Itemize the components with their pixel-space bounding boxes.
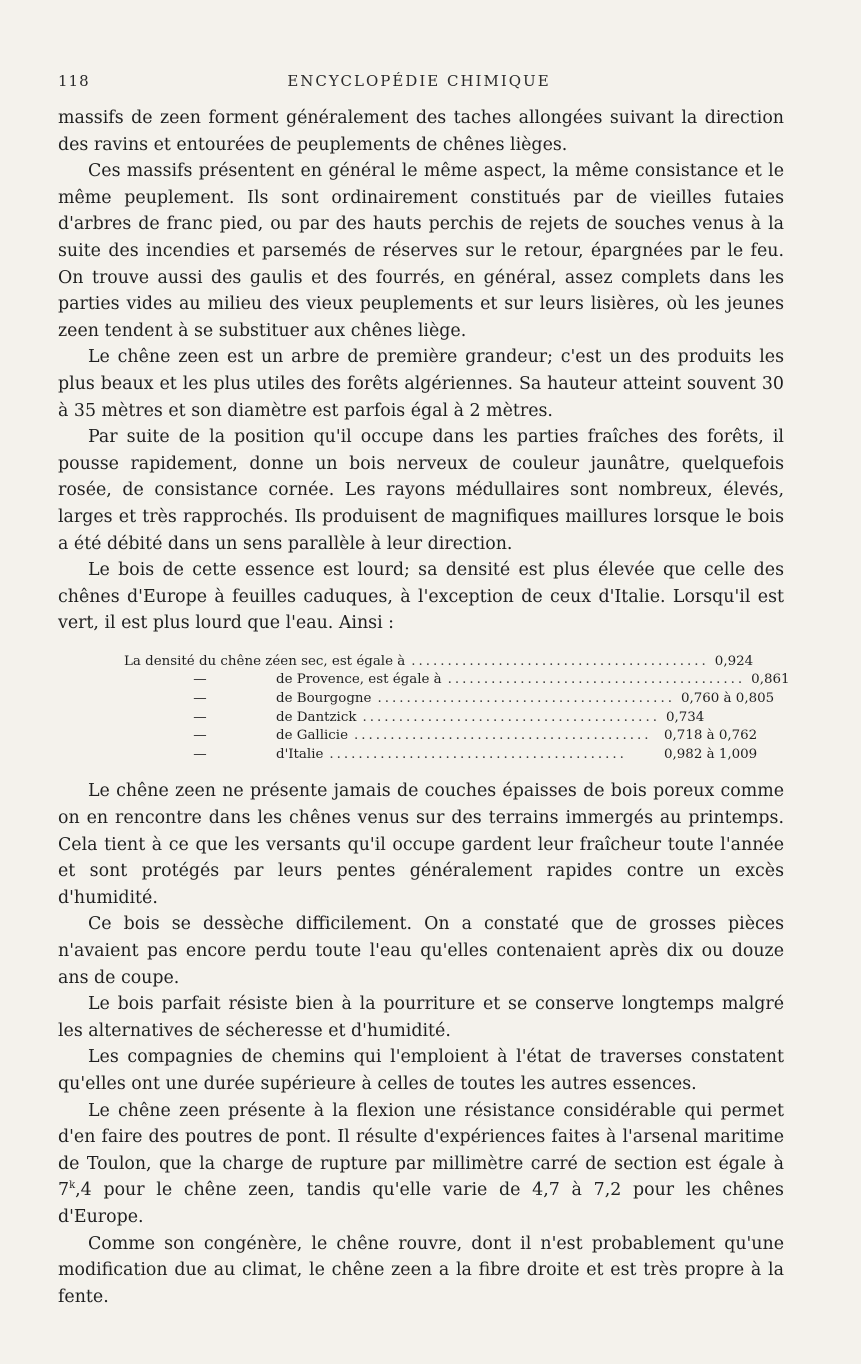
table-row (124, 653, 774, 672)
table-row (124, 709, 774, 728)
page-number: 118 (58, 72, 90, 90)
page-body (58, 105, 790, 1310)
flexion-text-start: Le chêne zeen présente à la flexion une résistance considérable qui permet d'en faire des poutres de pont. Il résulte d'expériences faites à l'arsenal maritime de Toulon, que la charge de rupture par millimètre carré de section est égale à 7 (58, 1100, 784, 1201)
leader-dots: ......................................... (362, 709, 660, 725)
table-row (124, 671, 790, 690)
row-label: de Gallicie (276, 728, 348, 744)
paragraph: Le chêne zeen est un arbre de première grandeur; c'est un des produits les plus beaux et les plus utiles des forêts algériennes. Sa hauteur atteint souvent 30 à 35 mètres et son diamètre est parfois égal à 2 mètres. (58, 347, 784, 421)
paragraph: Par suite de la position qu'il occupe dans les parties fraîches des forêts, il pousse rapidement, donne un bois nerveux de couleur jaunâtre, quelquefois rosée, de consistance cornée. Les rayons médullaires sont nombreux, élevés, larges et très rapprochés. Ils produisent de magnifiques maillures lorsque le bois a été débité dans un sens parallèle à leur direction. (58, 427, 784, 554)
paragraph (58, 1098, 784, 1231)
running-header (58, 72, 780, 98)
row-label: de Dantzick (276, 709, 357, 725)
running-title: ENCYCLOPÉDIE CHIMIQUE (287, 72, 551, 90)
row-value: 0,718 à 0,762 (664, 728, 758, 744)
row-value: 0,760 à 0,805 (680, 691, 775, 707)
paragraph: Les compagnies de chemins qui l'emploient à l'état de traverses constatent qu'elles ont une durée supérieure à celles de toutes les autres essences. (58, 1047, 784, 1094)
paragraph: Le bois parfait résiste bien à la pourriture et se conserve longtemps malgré les alternatives de sécheresse et d'humidité. (58, 994, 784, 1041)
row-label: d'Italie (276, 746, 324, 762)
paragraph: massifs de zeen forment généralement des taches allongées suivant la direction des ravins et entourées de peuplements de chênes lièges. (58, 108, 784, 155)
row-label: de Provence, est égale à (276, 672, 442, 688)
row-value: 0,734 (665, 709, 705, 725)
paragraph: Ce bois se dessèche difficilement. On a constaté que de grosses pièces n'avaient pas encore perdu toute l'eau qu'elles contenaient après dix ou douze ans de coupe. (58, 914, 784, 988)
table-row (124, 746, 774, 765)
leader-dots: ......................................... (447, 672, 746, 688)
paragraph: Le bois de cette essence est lourd; sa densité est plus élevée que celle des chênes d'Europe à feuilles caduques, à l'exception de ceux d'Italie. Lorsqu'il est vert, il est plus lourd que l'eau. Ainsi : (58, 560, 784, 634)
row-prefix: — (193, 691, 207, 707)
row-prefix: — (193, 728, 207, 744)
row-prefix: — (193, 709, 207, 725)
row-label: zéen sec, est égale à (265, 653, 406, 669)
unit-superscript: k (69, 1180, 76, 1192)
table-row (124, 727, 774, 746)
row-value: 0,861 (751, 672, 790, 688)
row-prefix: — (193, 746, 207, 762)
leader-dots: ......................................... (411, 653, 709, 669)
flexion-text-end: ,4 pour le chêne zeen, tandis qu'elle varie de 4,7 à 7,2 pour les chênes d'Europe. (58, 1180, 784, 1227)
row-prefix: — (193, 672, 207, 688)
table-row (124, 690, 774, 709)
row-prefix: La densité du chêne (124, 653, 262, 669)
paragraph: Le chêne zeen ne présente jamais de couches épaisses de bois poreux comme on en rencontre dans les chênes venus sur des terrains immergés au printemps. Cela tient à ce que les versants qu'il occupe gardent leur fraîcheur toute l'année et sont protégés par leurs pentes généralement rapides contre un excès d'humidité. (58, 781, 784, 908)
leader-dots: ......................................... (354, 728, 652, 744)
paragraph: Comme son congénère, le chêne rouvre, dont il n'est probablement qu'une modification due au climat, le chêne zeen a la fibre droite et est très propre à la fente. (58, 1233, 784, 1307)
row-value: 0,924 (714, 653, 754, 669)
density-table (124, 653, 790, 765)
row-value: 0,982 à 1,009 (664, 746, 758, 762)
leader-dots: ......................................... (377, 691, 675, 707)
leader-dots: ......................................... (329, 746, 627, 762)
row-label: de Bourgogne (276, 691, 372, 707)
paragraph: Ces massifs présentent en général le même aspect, la même consistance et le même peuplement. Ils sont ordinairement constitués par de vieilles futaies d'arbres de franc pied, ou par des hauts perchis de rejets de souches venus à la suite des incendies et parsemés de réserves sur le retour, épargnées par le feu. On trouve aussi des gaulis et des fourrés, en général, assez complets dans les parties vides au milieu des vieux peuplements et sur leurs lisières, où les jeunes zeen tendent à se substituer aux chênes liège. (58, 161, 784, 341)
